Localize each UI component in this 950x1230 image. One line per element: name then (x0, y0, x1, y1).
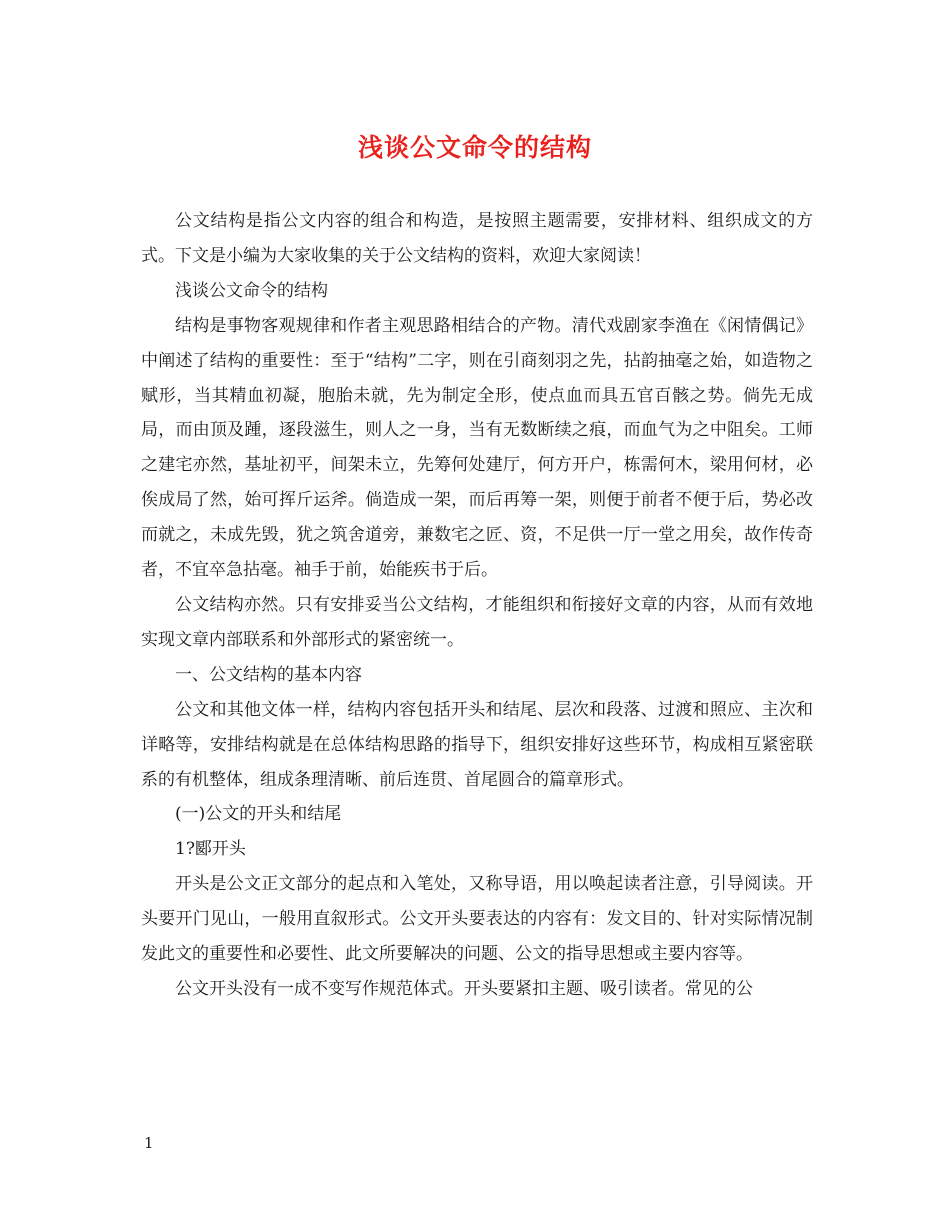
paragraph: 浅谈公文命令的结构 (175, 280, 328, 301)
paragraph: 公文结构是指公文内容的组合和构造，是按照主题需要，安排材料、组织成文的方式。下文是小编为大家收集的关于公文结构的资料，欢迎大家阅读！ (141, 211, 813, 266)
document-body (141, 204, 813, 1007)
paragraph: 公文和其他文体一样，结构内容包括开头和结尾、层次和段落、过渡和照应、主次和详略等，安排结构就是在总体结构思路的指导下，组织安排好这些环节，构成相互紧密联系的有机整体，组成条理清晰、前后连贯、首尾圆合的篇章形式。 (141, 699, 813, 790)
paragraph: 公文结构亦然。只有安排妥当公文结构，才能组织和衔接好文章的内容，从而有效地实现文章内部联系和外部形式的紧密统一。 (141, 594, 813, 650)
paragraph: 公文开头没有一成不变写作规范体式。开头要紧扣主题、吸引读者。常见的公 (175, 978, 753, 999)
page-number: 1 (144, 1134, 154, 1152)
section-heading: 一、公文结构的基本内容 (175, 664, 362, 685)
paragraph: 结构是事物客观规律和作者主观思路相结合的产物。清代戏剧家李渔在《闲情偶记》中阐述了结构的重要性：至于“结构”二字，则在引商刻羽之先，拈韵抽毫之始，如造物之赋形，当其精血初凝，胞胎未就，先为制定全形，使点血而具五官百骸之势。倘先无成局，而由顶及踵，逐段滋生，则人之一身，当有无数断续之痕，而血气为之中阻矣。工师之建宅亦然，基址初平，间架未立，先筹何处建厅，何方开户，栋需何木，梁用何材，必俟成局了然，始可挥斤运斧。倘造成一架，而后再筹一架，则便于前者不便于后，势必改而就之，未成先毁，犹之筑舍道旁，兼数宅之匠、资，不足供一厅一堂之用矣，故作传奇者，不宜卒急拈毫。袖手于前，始能疾书于后。 (141, 315, 813, 581)
subsection-heading: (一)公文的开头和结尾 (175, 804, 342, 825)
document-title: 浅谈公文命令的结构 (357, 133, 592, 162)
subsection-heading: 1?郾开头 (175, 839, 246, 860)
paragraph: 开头是公文正文部分的起点和入笔处，又称导语，用以唤起读者注意，引导阅读。开头要开门见山，一般用直叙形式。公文开头要表达的内容有：发文目的、针对实际情况制发此文的重要性和必要性、此文所要解决的问题、公文的指导思想或主要内容等。 (141, 874, 813, 965)
